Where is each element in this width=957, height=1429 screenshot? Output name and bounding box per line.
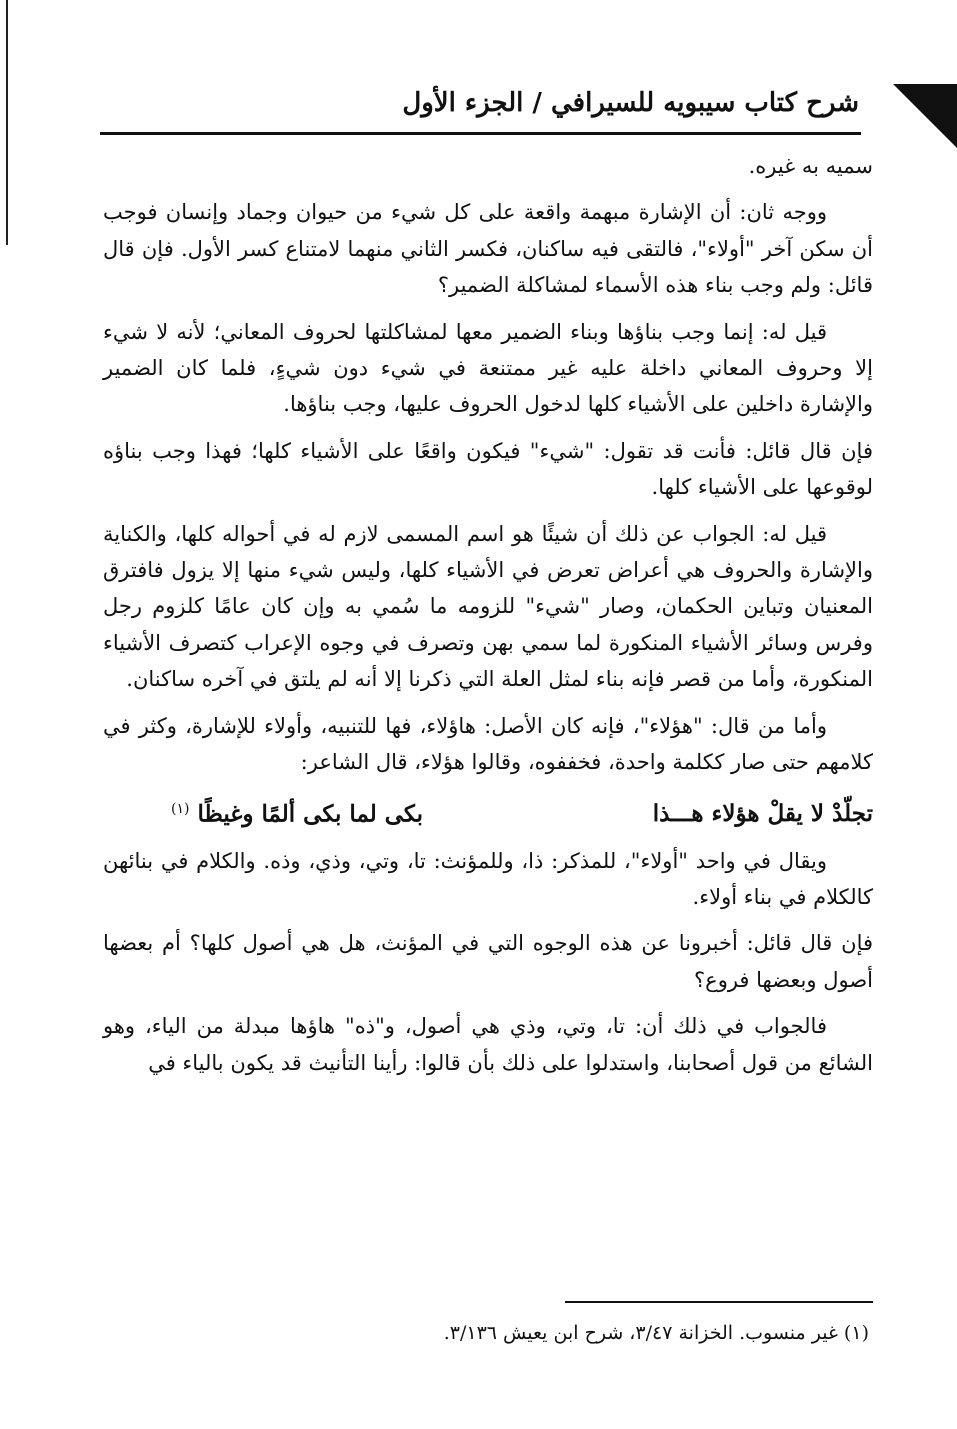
paragraph: سميه به غيره. bbox=[748, 154, 873, 178]
verse-first-hemistich: تجلّدْ لا يقلْ هؤلاء هـــذا bbox=[652, 800, 873, 828]
paragraph: وأما من قال: "هؤلاء"، فإنه كان الأصل: هاؤلاء، فها للتنبيه، وأولاء للإشارة، وكثر في كلامهم حتى صار ككلمة واحدة، فخففوه، وقالوا هؤلاء، قال الشاعر: bbox=[103, 713, 873, 775]
paragraph: فإن قال قائل: فأنت قد تقول: "شيء" فيكون واقعًا على الأشياء كلها؛ فهذا وجب بناؤه لوقوعها على الأشياء كلها. bbox=[103, 438, 873, 500]
page-corner-marker bbox=[893, 78, 957, 154]
paragraph: فالجواب في ذلك أن: تا، وتي، وذي هي أصول، و"ذه" هاؤها مبدلة من الياء، وهو الشائع من قول أصحابنا، واستدلوا على ذلك بأن قالوا: رأينا التأنيث قد يكون بالياء في bbox=[103, 1014, 873, 1075]
scan-margin-line bbox=[6, 0, 8, 245]
verse-second-hemistich bbox=[171, 791, 423, 833]
running-head: شرح كتاب سيبويه للسيرافي / الجزء الأول bbox=[402, 88, 859, 118]
header-rule bbox=[100, 132, 861, 135]
paragraph: فإن قال قائل: أخبرونا عن هذه الوجوه التي في المؤنث، هل هي أصول كلها؟ أم بعضها أصول وبعضها فروع؟ bbox=[103, 931, 873, 992]
footnote-rule bbox=[565, 1301, 873, 1303]
verse-second-text: بكى لما بكى ألمًا وغيظًا bbox=[197, 800, 424, 828]
page-body bbox=[103, 148, 873, 1091]
poetry-verse bbox=[103, 791, 873, 833]
paragraph: قيل له: الجواب عن ذلك أن شيئًا هو اسم المسمى لازم له في أحواله كلها، والكناية والإشارة والحروف هي أعراض تعرض في الأشياء كلها، وليس شيء منها إلا يزول فافترق المعنيان وتباين الحكمان، وصار "شيء" للزومه ما سُمي به وإن كان عامًا كلزوم رجل وفرس وسائر الأشياء المنكورة لما سمي بهن وتصرف في وجوه الإعراب كتصرف الأشياء المنكورة، وأما من قصر فإنه بناء لمثل العلة التي ذكرنا إلا أنه لم يلتق في آخره ساكنان. bbox=[103, 521, 873, 692]
paragraph: قيل له: إنما وجب بناؤها وبناء الضمير معها لمشاكلتها لحروف المعاني؛ لأنه لا شيء إلا وحروف المعاني داخلة عليه غير ممتنعة في شيء دون شيءٍ، فلما كان الضمير والإشارة داخلين على الأشياء كلها لدخول الحروف عليها، وجب بناؤها. bbox=[103, 319, 873, 417]
page-header bbox=[100, 84, 859, 124]
footnote-reference: (١) bbox=[171, 800, 190, 817]
paragraph: ويقال في واحد "أولاء"، للمذكر: ذا، وللمؤنث: تا، وتي، وذي، وذه. والكلام في بنائهن كالكلام في بناء أولاء. bbox=[103, 848, 873, 909]
paragraph: ووجه ثان: أن الإشارة مبهمة واقعة على كل شيء من حيوان وجماد وإنسان فوجب أن سكن آخر "أولاء"، فالتقى فيه ساكنان، فكسر الثاني منهما لامتناع كسر الأول. فإن قال قائل: ولم وجب بناء هذه الأسماء لمشاكلة الضمير؟ bbox=[103, 200, 873, 298]
footnote: (١) غير منسوب. الخزانة ٣/٤٧، شرح ابن يعيش ٣/١٣٦. bbox=[443, 1322, 869, 1344]
